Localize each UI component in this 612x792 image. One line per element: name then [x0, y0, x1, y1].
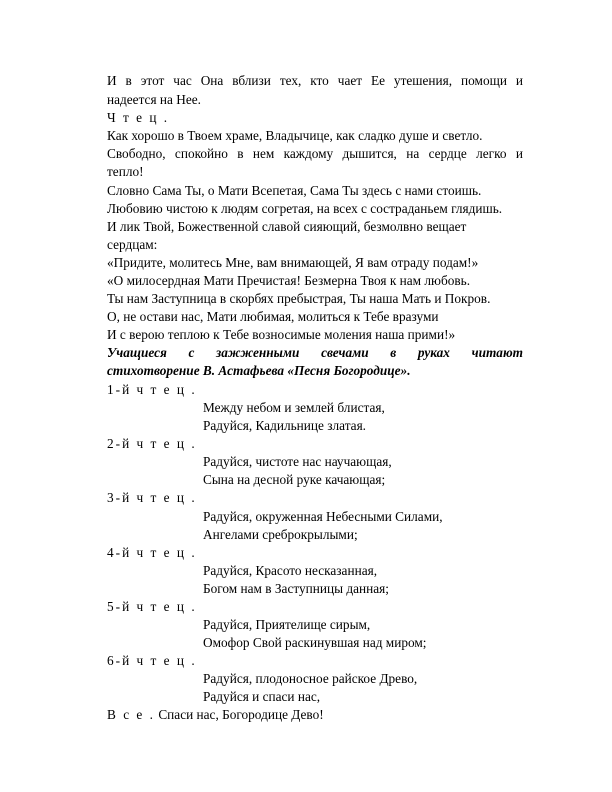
verse-line: Радуйся и спаси нас,	[203, 689, 321, 704]
reader-label-5: 5-й ч т е ц .	[107, 599, 197, 614]
verse-line: Омофор Свой раскинувшая над миром;	[203, 635, 427, 650]
verse-line: Радуйся, Кадильнице златая.	[203, 418, 367, 433]
stage-direction: Учащиеся с зажженными свечами в руках читают	[107, 345, 523, 360]
reader-label-2: 2-й ч т е ц .	[107, 436, 197, 451]
poem-line: тепло!	[107, 164, 144, 179]
verse-line: Радуйся, Красото несказанная,	[203, 563, 378, 578]
reader-label-3: 3-й ч т е ц .	[107, 490, 197, 505]
paragraph-intro-end: надеется на Нее.	[107, 92, 201, 107]
verse-line: Ангелами среброкрылыми;	[203, 527, 358, 542]
poem-line: Любовию чистою к людям согретая, на всех с состраданьем глядишь.	[107, 201, 503, 216]
poem-line: И с верою теплою к Тебе возносимые моления наша прими!»	[107, 327, 456, 342]
verse-line: Сына на десной руке качающая;	[203, 472, 386, 487]
verse-line: Радуйся, чистоте нас научающая,	[203, 454, 392, 469]
paragraph-intro: И в этот час Она вблизи тех, кто чает Ее утешения, помощи и	[107, 73, 523, 88]
verse-line: Богом нам в Заступницы данная;	[203, 581, 389, 596]
verse-line: Между небом и землей блистая,	[203, 400, 385, 415]
poem-line: сердцам:	[107, 237, 158, 252]
reader-label-1: 1-й ч т е ц .	[107, 382, 197, 397]
poem-line: Как хорошо в Твоем храме, Владычице, как сладко душе и светло.	[107, 128, 483, 143]
poem-line: «Придите, молитесь Мне, вам внимающей, Я вам отраду подам!»	[107, 255, 479, 270]
poem-line: «О милосердная Мати Пречистая! Безмерна Твоя к нам любовь.	[107, 273, 471, 288]
closing-line	[107, 706, 324, 723]
closing-speaker: В с е .	[107, 707, 155, 722]
poem-line: О, не остави нас, Мати любимая, молиться к Тебе вразуми	[107, 309, 439, 324]
poem-line: Словно Сама Ты, о Мати Всепетая, Сама Ты здесь с нами стоишь.	[107, 183, 482, 198]
poem-line: И лик Твой, Божественной славой сияющий, безмолвно вещает	[107, 219, 467, 234]
poem-line: Свободно, спокойно в нем каждому дышится, на сердце легко и	[107, 146, 523, 161]
closing-text: Спаси нас, Богородице Дево!	[158, 707, 324, 722]
verse-line: Радуйся, Приятелище сирым,	[203, 617, 371, 632]
reader-label: Ч т е ц .	[107, 110, 170, 125]
reader-label-6: 6-й ч т е ц .	[107, 653, 197, 668]
verse-line: Радуйся, плодоносное райское Древо,	[203, 671, 418, 686]
stage-direction-end: стихотворение В. Астафьева «Песня Богородице».	[107, 363, 411, 378]
reader-label-4: 4-й ч т е ц .	[107, 545, 197, 560]
verse-line: Радуйся, окруженная Небесными Силами,	[203, 509, 443, 524]
poem-line: Ты нам Заступница в скорбях пребыстрая, Ты наша Мать и Покров.	[107, 291, 491, 306]
